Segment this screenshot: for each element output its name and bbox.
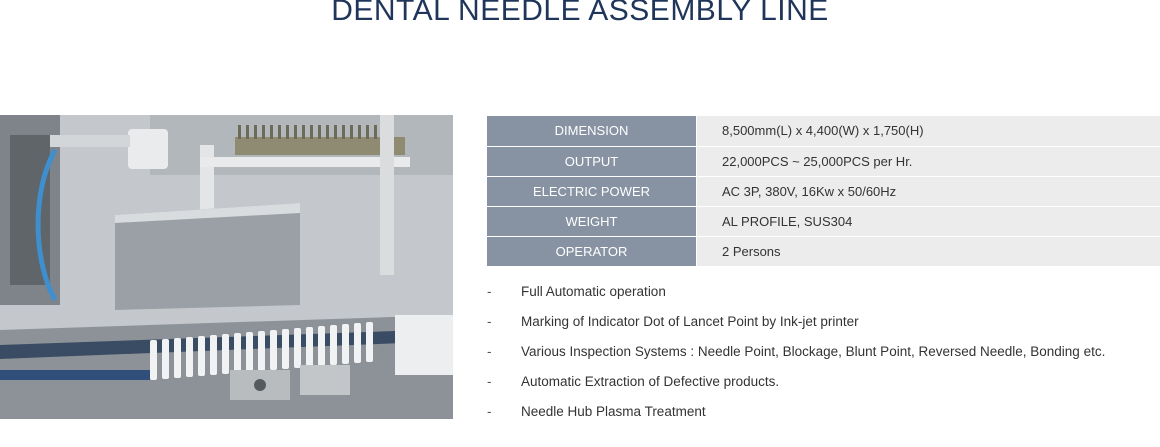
spec-value: 22,000PCS ~ 25,000PCS per Hr. [697, 146, 1160, 176]
feature-text: Marking of Indicator Dot of Lancet Point by Ink-jet printer [521, 314, 859, 329]
spec-row [487, 116, 1160, 146]
feature-bullet: - [487, 374, 492, 389]
spec-row [487, 236, 1160, 266]
feature-item [487, 307, 1105, 337]
spec-row [487, 206, 1160, 236]
spec-label: DIMENSION [487, 116, 697, 146]
spec-label: OPERATOR [487, 236, 697, 266]
feature-bullet: - [487, 344, 492, 359]
page-title: DENTAL NEEDLE ASSEMBLY LINE [331, 0, 829, 27]
feature-text: Full Automatic operation [521, 284, 666, 299]
feature-item [487, 367, 1105, 397]
feature-text: Needle Hub Plasma Treatment [521, 404, 706, 419]
machine-illustration [0, 115, 453, 419]
spec-value: AL PROFILE, SUS304 [697, 206, 1160, 236]
spec-value: 8,500mm(L) x 4,400(W) x 1,750(H) [697, 116, 1160, 146]
feature-bullet: - [487, 284, 492, 299]
feature-item [487, 397, 1105, 427]
spec-label: ELECTRIC POWER [487, 176, 697, 206]
feature-bullet: - [487, 314, 492, 329]
feature-text: Automatic Extraction of Defective products. [521, 374, 780, 389]
machine-photo [0, 115, 453, 419]
feature-item [487, 337, 1105, 367]
spec-value: 2 Persons [697, 236, 1160, 266]
spec-row [487, 176, 1160, 206]
feature-bullet: - [487, 404, 492, 419]
spec-row [487, 146, 1160, 176]
spec-table [487, 116, 1160, 267]
spec-value: AC 3P, 380V, 16Kw x 50/60Hz [697, 176, 1160, 206]
feature-item [487, 277, 1105, 307]
spec-label: WEIGHT [487, 206, 697, 236]
spec-label: OUTPUT [487, 146, 697, 176]
feature-list [487, 277, 1105, 427]
feature-text: Various Inspection Systems : Needle Point, Blockage, Blunt Point, Reversed Needle, Bonding etc. [521, 344, 1106, 359]
